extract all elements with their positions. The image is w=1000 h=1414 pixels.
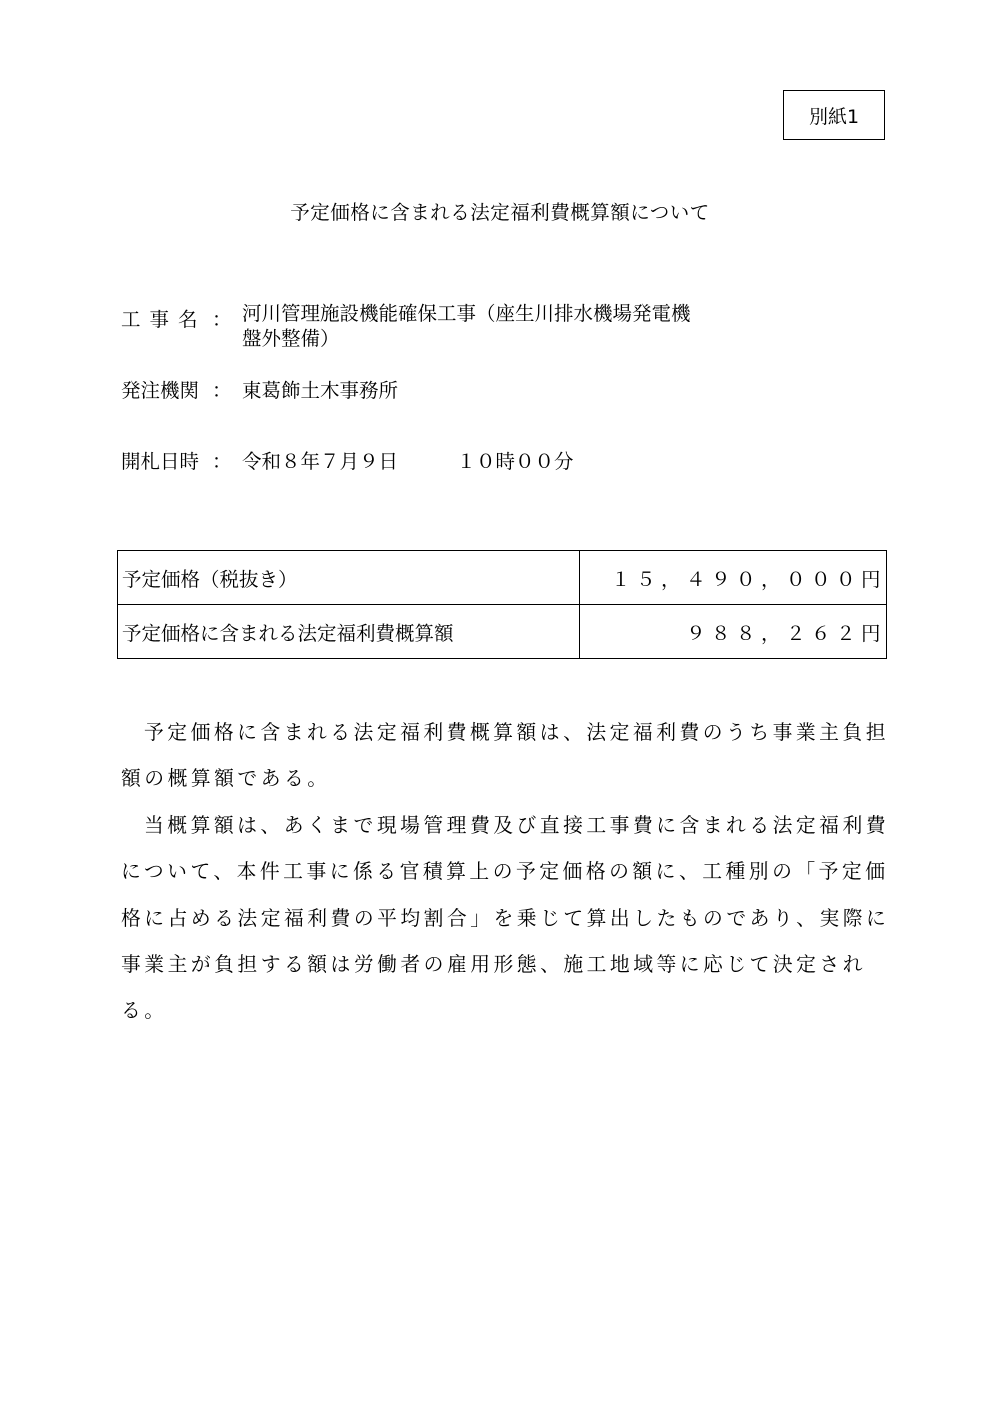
client-colon: ：	[212, 379, 232, 402]
table-cell-label: 予定価格に含まれる法定福利費概算額	[118, 605, 580, 659]
table-row	[118, 551, 887, 605]
client-value: 東葛飾土木事務所	[242, 379, 399, 402]
document-title: 予定価格に含まれる法定福利費概算額について	[290, 201, 710, 224]
attachment-label: 別紙1	[783, 90, 885, 140]
project-name-label: 工事名	[121, 308, 207, 331]
table-row	[118, 605, 887, 659]
bid-date-value: 令和８年７月９日 １０時００分	[242, 450, 574, 473]
price-table	[117, 550, 887, 659]
client-label: 発注機関	[121, 379, 200, 402]
body-paragraph: 予定価格に含まれる法定福利費概算額は、法定福利費のうち事業主負担額の概算額である。	[121, 721, 890, 791]
table-cell-amount: １５，４９０，０００円	[580, 551, 887, 605]
table-cell-label: 予定価格（税抜き）	[118, 551, 580, 605]
table-cell-amount: ９８８，２６２円	[580, 605, 887, 659]
body-paragraph: 当概算額は、あくまで現場管理費及び直接工事費に含まれる法定福利費について、本件工事に係る官積算上の予定価格の額に、工種別の「予定価格に占める法定福利費の平均割合」を乗じて算出したものであり、実際に事業主が負担する額は労働者の雇用形態、施工地域等に応じて決定される。	[121, 814, 890, 1023]
project-name-value: 河川管理施設機能確保工事（座生川排水機場発電機 盤外整備）	[242, 302, 691, 350]
bid-date-label: 開札日時	[121, 450, 200, 473]
bid-date-colon: ：	[212, 450, 232, 473]
project-name-colon: ：	[212, 308, 232, 331]
